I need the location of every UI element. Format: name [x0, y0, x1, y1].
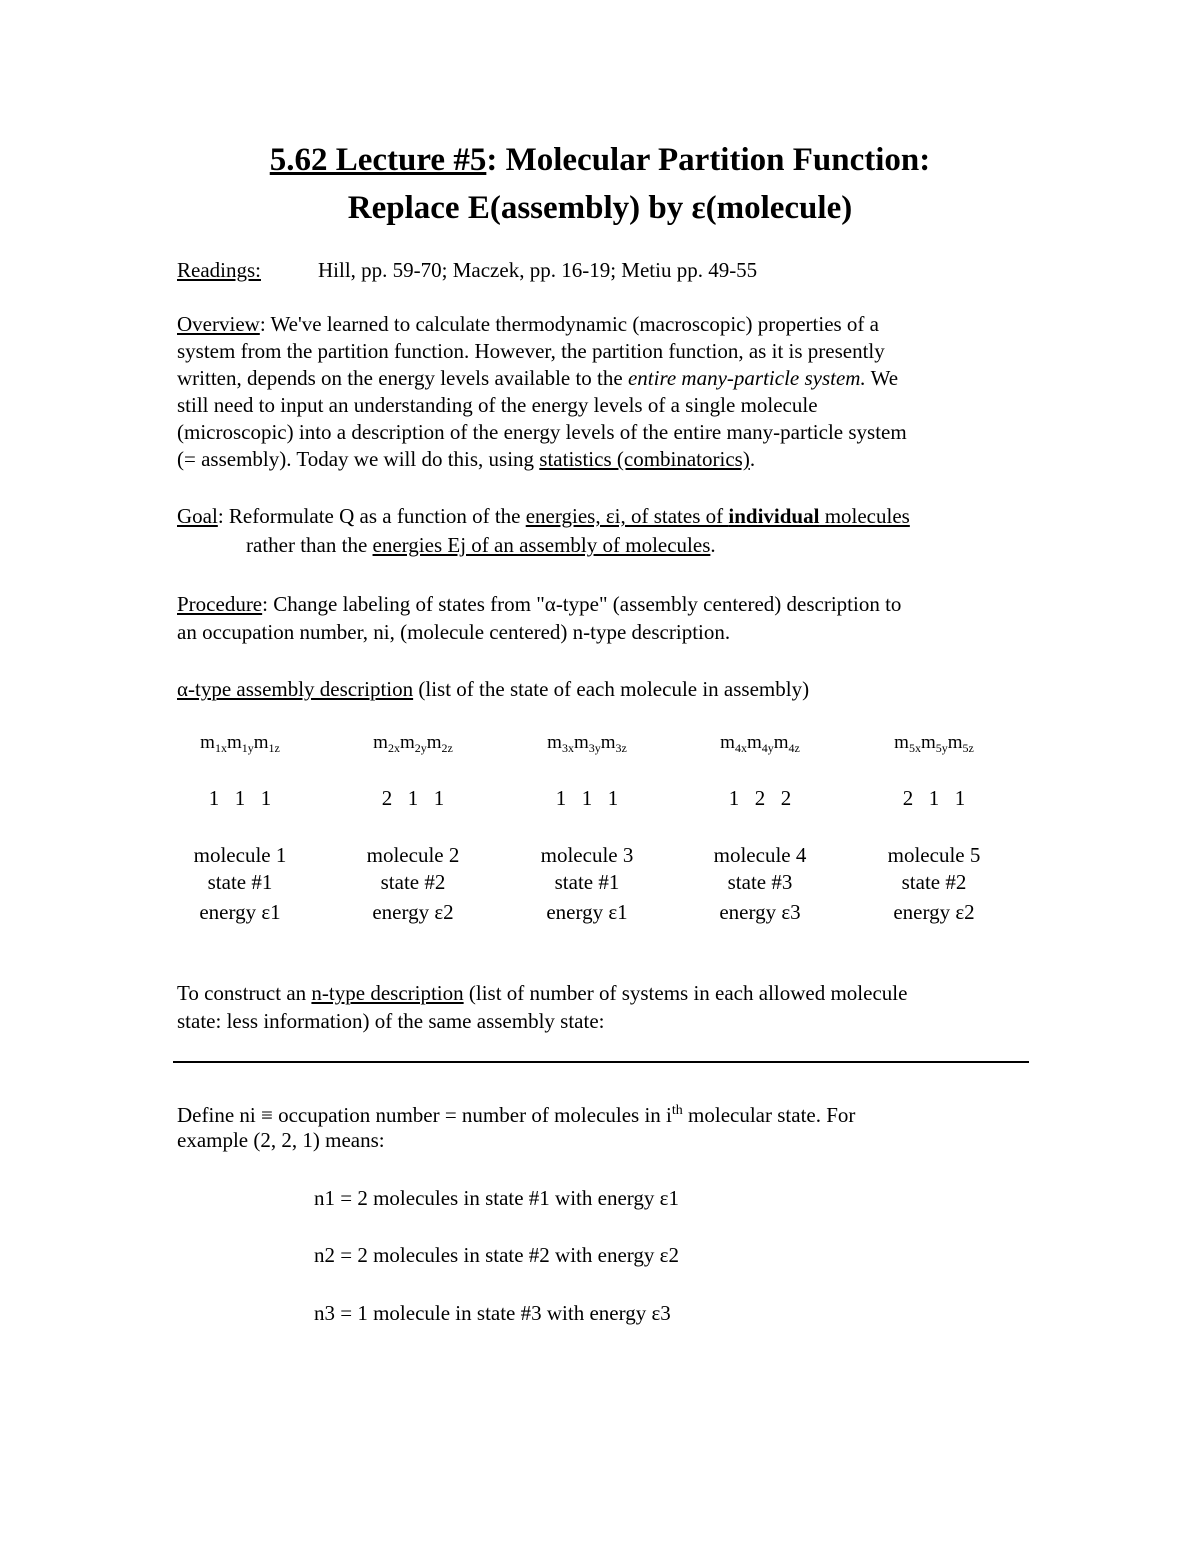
qv: 2	[754, 786, 766, 810]
overview-line-5: (microscopic) into a description of the energy levels of the entire many-particle system	[177, 420, 907, 444]
molecule-state: state #1	[554, 870, 620, 894]
molecule-energy: energy ε1	[199, 900, 281, 924]
alpha-heading-underlined: α-type assembly description	[177, 677, 414, 701]
title-line-2: Replace E(assembly) by ε(molecule)	[347, 190, 853, 226]
construct-line-2: state: less information) of the same assembly state:	[177, 1009, 605, 1033]
goal-text-2a: rather than the	[246, 533, 373, 557]
qv: 1	[928, 786, 940, 810]
qv: 1	[234, 786, 246, 810]
molecule-2-info	[323, 842, 503, 926]
construct-text-1b: (list of number of systems in each allowed molecule	[463, 981, 908, 1005]
define-text-1b: molecular state. For	[682, 1103, 856, 1127]
define-text-1a: Define ni ≡ occupation number = number of molecules in i	[177, 1103, 672, 1127]
quantum-label-5: $m_{5x}m_{5y}m_{5z}$	[894, 732, 974, 755]
readings-label-text: Readings:	[177, 258, 261, 282]
procedure-text-1: : Change labeling of states from "α-type" (assembly centered) description to	[262, 592, 902, 616]
qv: 1	[954, 786, 966, 810]
molecule-energy: energy ε1	[546, 900, 628, 924]
horizontal-rule	[173, 1061, 1029, 1063]
goal-line-1	[177, 503, 910, 530]
quantum-values-2	[323, 786, 503, 811]
quantum-values-1	[150, 786, 330, 811]
lecture-number: 5.62 Lecture #5	[269, 142, 487, 178]
molecule-state: state #2	[901, 870, 967, 894]
goal-line-2	[246, 532, 716, 559]
qv: 1	[581, 786, 593, 810]
molecule-1-info	[150, 842, 330, 926]
quantum-values-4	[670, 786, 850, 811]
qv: 2	[381, 786, 393, 810]
construct-line-1	[177, 980, 907, 1007]
overview-text-1: : We've learned to calculate thermodynamic (macroscopic) properties of a	[259, 312, 879, 336]
goal-text-1: : Reformulate Q as a function of the	[217, 504, 526, 528]
molecule-label: molecule 2	[366, 843, 460, 867]
molecule-4-info	[670, 842, 850, 926]
overview-text-6a: (= assembly). Today we will do this, using	[177, 447, 540, 471]
define-line-1	[177, 1097, 855, 1129]
qv: 1	[208, 786, 220, 810]
qv: 1	[607, 786, 619, 810]
quantum-label-3: $m_{3x}m_{3y}m_{3z}$	[547, 732, 627, 755]
quantum-label-2: $m_{2x}m_{2y}m_{2z}$	[373, 732, 453, 755]
molecule-label: molecule 5	[887, 843, 981, 867]
define-line-2: example (2, 2, 1) means:	[177, 1128, 385, 1152]
qv: 2	[780, 786, 792, 810]
overview-text-3b: We	[865, 366, 899, 390]
molecule-3-info	[497, 842, 677, 926]
example-1: n1 = 2 molecules in state #1 with energy ε1	[314, 1186, 679, 1210]
molecule-state: state #2	[380, 870, 446, 894]
procedure-label: Procedure	[177, 592, 263, 616]
molecule-label: molecule 3	[540, 843, 634, 867]
molecule-energy: energy ε3	[719, 900, 801, 924]
molecule-energy: energy ε2	[893, 900, 975, 924]
qv: 1	[728, 786, 740, 810]
overview-label: Overview	[177, 312, 260, 336]
readings-label	[177, 257, 261, 284]
overview-line-4: still need to input an understanding of the energy levels of a single molecule	[177, 393, 818, 417]
molecule-label: molecule 4	[713, 843, 807, 867]
overview-line-2: system from the partition function. However, the partition function, as it is presently	[177, 339, 885, 363]
overview-line-3	[177, 365, 898, 392]
goal-underline-3: energies Ej of an assembly of molecules	[372, 533, 711, 557]
quantum-label-1: $m_{1x}m_{1y}m_{1z}$	[200, 732, 280, 755]
procedure-line-1	[177, 591, 901, 618]
example-2: n2 = 2 molecules in state #2 with energy ε2	[314, 1243, 679, 1267]
goal-bold: individual	[728, 504, 820, 528]
goal-underline-2: molecules	[819, 504, 910, 528]
overview-text-3a: written, depends on the energy levels available to the	[177, 366, 628, 390]
overview-text-6b: .	[749, 447, 756, 471]
molecule-energy: energy ε2	[372, 900, 454, 924]
construct-underline: n-type description	[311, 981, 464, 1005]
qv: 2	[902, 786, 914, 810]
procedure-line-2: an occupation number, ni, (molecule centered) n-type description.	[177, 620, 731, 644]
goal-text-2b: .	[710, 533, 716, 557]
example-3: n3 = 1 molecule in state #3 with energy ε3	[314, 1301, 671, 1325]
construct-text-1a: To construct an	[177, 981, 312, 1005]
alpha-heading-rest: (list of the state of each molecule in assembly)	[413, 677, 810, 701]
quantum-values-3	[497, 786, 677, 811]
goal-label: Goal	[177, 504, 218, 528]
overview-underline: statistics (combinatorics)	[539, 447, 750, 471]
quantum-values-5	[844, 786, 1024, 811]
title-line-1	[0, 142, 1200, 179]
molecule-label: molecule 1	[193, 843, 287, 867]
molecule-state: state #1	[207, 870, 273, 894]
qv: 1	[555, 786, 567, 810]
overview-italic: entire many-particle system.	[627, 366, 866, 390]
molecule-5-info	[844, 842, 1024, 926]
quantum-label-4: $m_{4x}m_{4y}m_{4z}$	[720, 732, 800, 755]
readings-text: Hill, pp. 59-70; Maczek, pp. 16-19; Metiu pp. 49-55	[318, 258, 758, 282]
title-line-1-rest: : Molecular Partition Function:	[486, 142, 931, 178]
goal-underline-1: energies, εi, of states of	[525, 504, 729, 528]
alpha-heading	[177, 676, 809, 703]
qv: 1	[260, 786, 272, 810]
qv: 1	[407, 786, 419, 810]
define-superscript: th	[671, 1103, 683, 1118]
qv: 1	[433, 786, 445, 810]
overview-line-6	[177, 446, 755, 473]
molecule-state: state #3	[727, 870, 793, 894]
overview-line-1	[177, 311, 879, 338]
